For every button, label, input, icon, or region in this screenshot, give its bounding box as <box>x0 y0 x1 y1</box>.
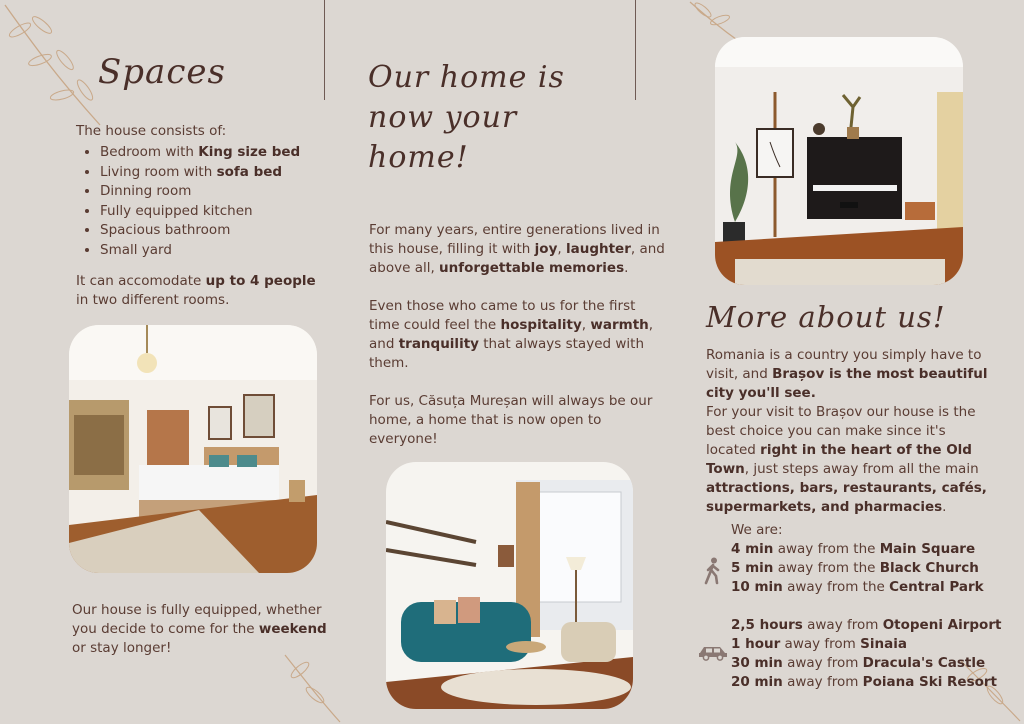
list-item: 2,5 hours away from Otopeni Airport <box>731 617 1002 633</box>
list-item: • Fully equipped kitchen <box>100 202 326 222</box>
leaf-branch-icon <box>280 650 350 724</box>
list-item: 1 hour away from Sinaia <box>731 636 907 652</box>
intro-text: The house consists of: <box>76 123 227 139</box>
list-item: • Spacious bathroom <box>100 221 326 241</box>
paragraph: Romania is a country you simply have to visit, and Brașov is the most beautiful city you'll see. <box>706 347 988 401</box>
home-section <box>369 221 669 449</box>
column-divider <box>324 0 325 100</box>
bedroom-photo <box>69 325 317 573</box>
distances-section <box>731 521 1016 692</box>
paragraph: Even those who came to us for the first time could feel the hospitality, warmth, and tranquility that always stayed with them. <box>369 298 654 371</box>
list-item: • Small yard <box>100 241 326 261</box>
car-icon <box>697 643 729 661</box>
paragraph: For us, Căsuța Mureșan will always be our home, a home that is now open to everyone! <box>369 393 653 447</box>
leaf-branch-icon <box>0 0 110 130</box>
paragraph: For many years, entire generations lived in this house, filling it with joy, laughter, and above all, unforgettable memories. <box>369 222 665 276</box>
list-item: • Bedroom with King size bed <box>100 143 326 163</box>
capacity-text: It can accomodate up to 4 people in two different rooms. <box>76 273 316 308</box>
home-title: Our home is now your home! <box>368 60 565 175</box>
list-item: 5 min away from the Black Church <box>731 560 979 576</box>
list-item: • Living room with sofa bed <box>100 163 326 183</box>
list-item: 4 min away from the Main Square <box>731 541 976 557</box>
rooms-list <box>76 143 326 260</box>
column-divider <box>635 0 636 100</box>
spaces-section <box>76 122 326 310</box>
more-about-title: More about us! <box>706 300 946 334</box>
piano-room-photo <box>715 37 963 285</box>
living-room-photo <box>386 462 633 709</box>
paragraph: For your visit to Brașov our house is the best choice you can make since it's located right in the heart of the Old Town, just steps away from all the main attractions, bars, restaurants, cafés, supermarkets, and pharmacies. <box>706 404 987 515</box>
list-item: 30 min away from Dracula's Castle <box>731 655 986 671</box>
spaces-title: Spaces <box>98 52 226 92</box>
list-item: • Dinning room <box>100 182 326 202</box>
footer-text: Our house is fully equipped, whether you decide to come for the weekend or stay longer! <box>72 602 327 656</box>
we-are-label: We are: <box>731 522 783 538</box>
walking-person-icon <box>703 557 723 585</box>
list-item: 10 min away from the Central Park <box>731 579 984 595</box>
about-section <box>706 346 996 517</box>
list-item: 20 min away from Poiana Ski Resort <box>731 674 997 690</box>
